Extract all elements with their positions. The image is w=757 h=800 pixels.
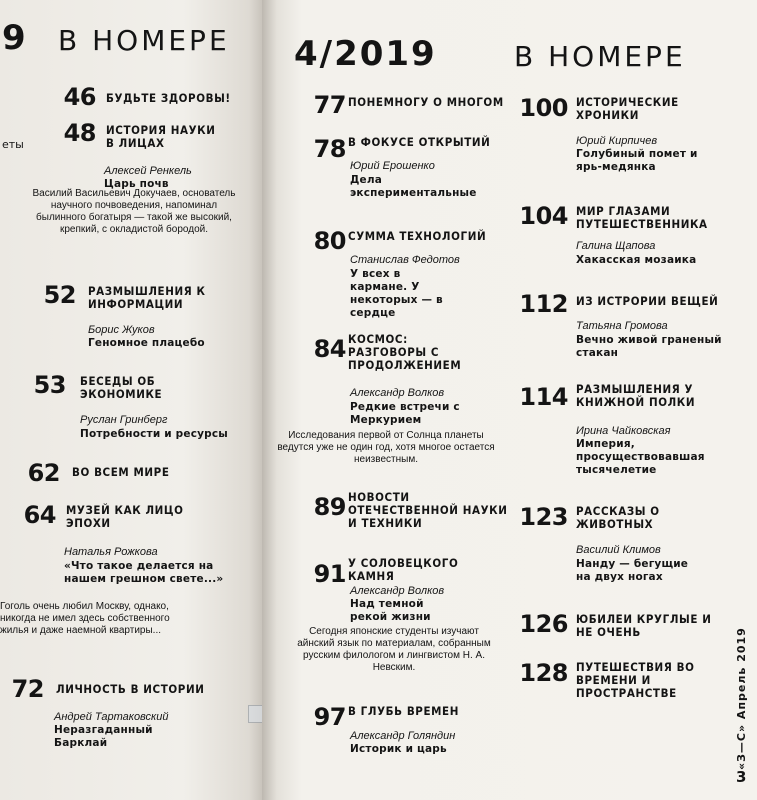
entry-author: Александр Голяндин bbox=[350, 730, 456, 742]
entry-number: 114 bbox=[519, 383, 568, 411]
entry-author: Алексей Ренкель bbox=[104, 165, 192, 177]
entry-author: Галина Щапова bbox=[576, 240, 656, 252]
entry-title: ИЗ ИСТРОРИИ ВЕЩЕЙ bbox=[576, 294, 719, 308]
entry-subtitle: У всех в кармане. У некоторых — в сердце bbox=[350, 268, 443, 319]
entry-number: 97 bbox=[313, 703, 346, 731]
entry-title: ИСТОРИЯ НАУКИ В ЛИЦАХ bbox=[106, 123, 216, 150]
entry-subtitle: Над темной рекой жизни bbox=[350, 598, 431, 623]
entry-subtitle: Потребности и ресурсы bbox=[80, 428, 229, 440]
entry-author: Руслан Гринберг bbox=[80, 414, 168, 426]
entry-author: Борис Жуков bbox=[88, 324, 155, 336]
entry-title: ПУТЕШЕСТВИЯ ВО ВРЕМЕНИ И ПРОСТРАНСТВЕ bbox=[576, 660, 695, 700]
entry-title: РАЗМЫШЛЕНИЯ К ИНФОРМАЦИИ bbox=[88, 284, 206, 311]
left-header-label: В НОМЕРЕ bbox=[58, 24, 230, 57]
entry-author: Ирина Чайковская bbox=[576, 425, 671, 437]
entry-number: 48 bbox=[63, 119, 96, 147]
entry-author: Василий Климов bbox=[576, 544, 661, 556]
entry-number: 100 bbox=[519, 94, 568, 122]
entry-title: МУЗЕЙ КАК ЛИЦО ЭПОХИ bbox=[66, 503, 184, 530]
entry-title: ПОНЕМНОГУ О МНОГОМ bbox=[348, 95, 504, 109]
entry-number: 53 bbox=[33, 371, 66, 399]
entry-title: МИР ГЛАЗАМИ ПУТЕШЕСТВЕННИКА bbox=[576, 204, 708, 231]
entry-subtitle: Вечно живой граненый стакан bbox=[576, 334, 722, 359]
entry-number: 77 bbox=[313, 91, 346, 119]
entry-title: БЕСЕДЫ ОБ ЭКОНОМИКЕ bbox=[80, 374, 163, 401]
left-header-number: 9 bbox=[2, 18, 28, 58]
entry-title: ЛИЧНОСТЬ В ИСТОРИИ bbox=[56, 682, 205, 696]
entry-number: 126 bbox=[519, 610, 568, 638]
issue-number: 4/2019 bbox=[294, 34, 437, 74]
entry-subtitle: Голубиный помет и ярь-медянка bbox=[576, 148, 698, 173]
entry-description: Сегодня японские студенты изучают айнский язык по материалам, собранным русским филологом и лингвистом Н. А. Невским. bbox=[297, 626, 491, 673]
entry-number: 52 bbox=[43, 281, 76, 309]
page-number: 3 bbox=[736, 768, 747, 786]
left-edge-text: еты bbox=[2, 138, 24, 151]
entry-author: Александр Волков bbox=[350, 585, 445, 597]
entry-description: Исследования первой от Солнца планеты ведутся уже не один год, хотя многое остается неизвестным. bbox=[277, 430, 495, 465]
entry-number: 80 bbox=[313, 227, 346, 255]
entry-author: Татьяна Громова bbox=[576, 320, 668, 332]
entry-number: 78 bbox=[313, 135, 346, 163]
entry-subtitle: Неразгаданный Барклай bbox=[54, 724, 153, 749]
entry-subtitle: «Что такое делается на нашем грешном свете...» bbox=[64, 560, 224, 585]
entry-title: КОСМОС: РАЗГОВОРЫ С ПРОДОЛЖЕНИЕМ bbox=[348, 332, 462, 372]
entry-author: Наталья Рожкова bbox=[64, 546, 158, 558]
entry-number: 84 bbox=[313, 335, 346, 363]
entry-author: Юрий Ерошенко bbox=[350, 160, 435, 172]
entry-title: ЮБИЛЕИ КРУГЛЫЕ И НЕ ОЧЕНЬ bbox=[576, 612, 712, 639]
entry-number: 112 bbox=[519, 290, 568, 318]
entry-title: РАССКАЗЫ О ЖИВОТНЫХ bbox=[576, 504, 660, 531]
entry-title: У СОЛОВЕЦКОГО КАМНЯ bbox=[348, 556, 459, 583]
entry-number: 46 bbox=[63, 83, 96, 111]
entry-number: 62 bbox=[27, 459, 60, 487]
entry-number: 72 bbox=[11, 675, 44, 703]
entry-subtitle: Дела экспериментальные bbox=[350, 174, 477, 199]
right-header-label: В НОМЕРЕ bbox=[514, 40, 686, 73]
entry-subtitle: Нанду — бегущие на двух ногах bbox=[576, 558, 689, 583]
entry-number: 91 bbox=[313, 560, 346, 588]
entry-author: Андрей Тартаковский bbox=[54, 711, 169, 723]
entry-title: В ГЛУБЬ ВРЕМЕН bbox=[348, 704, 459, 718]
entry-title: БУДЬТЕ ЗДОРОВЫ! bbox=[106, 91, 231, 105]
entry-subtitle: Историк и царь bbox=[350, 743, 447, 755]
entry-title: СУММА ТЕХНОЛОГИЙ bbox=[348, 229, 487, 243]
entry-subtitle: Царь почв bbox=[104, 178, 169, 190]
entry-author: Станислав Федотов bbox=[350, 254, 460, 266]
entry-author: Юрий Кирпичев bbox=[576, 135, 658, 147]
entry-title: В ФОКУСЕ ОТКРЫТИЙ bbox=[348, 135, 491, 149]
entry-description: Гоголь очень любил Москву, однако, никогда не имел здесь собственного жилья и даже наемной квартиры... bbox=[0, 601, 170, 636]
spine-text: «З—С» Апрель 2019 bbox=[735, 627, 748, 770]
entry-author: Александр Волков bbox=[350, 387, 445, 399]
entry-description: Василий Васильевич Докучаев, основатель научного почвоведения, напоминал былинного богатыря — такой же высокий, крепкий, с окладистой бородой. bbox=[32, 188, 236, 235]
entry-title: ИСТОРИЧЕСКИЕ ХРОНИКИ bbox=[576, 95, 679, 122]
entry-subtitle: Империя, просуществовавшая тысячелетие bbox=[576, 438, 705, 476]
entry-title: НОВОСТИ ОТЕЧЕСТВЕННОЙ НАУКИ И ТЕХНИКИ bbox=[348, 490, 508, 530]
entry-subtitle: Хакасская мозаика bbox=[576, 254, 697, 266]
entry-title: ВО ВСЕМ МИРЕ bbox=[72, 465, 170, 479]
left-page bbox=[0, 0, 262, 800]
entry-number: 104 bbox=[519, 202, 568, 230]
entry-number: 123 bbox=[519, 503, 568, 531]
right-page bbox=[262, 0, 757, 800]
entry-number: 64 bbox=[23, 501, 56, 529]
entry-number: 128 bbox=[519, 659, 568, 687]
entry-number: 89 bbox=[313, 493, 346, 521]
entry-title: РАЗМЫШЛЕНИЯ У КНИЖНОЙ ПОЛКИ bbox=[576, 382, 696, 409]
entry-subtitle: Редкие встречи с Меркурием bbox=[350, 401, 460, 426]
entry-subtitle: Геномное плацебо bbox=[88, 337, 205, 349]
